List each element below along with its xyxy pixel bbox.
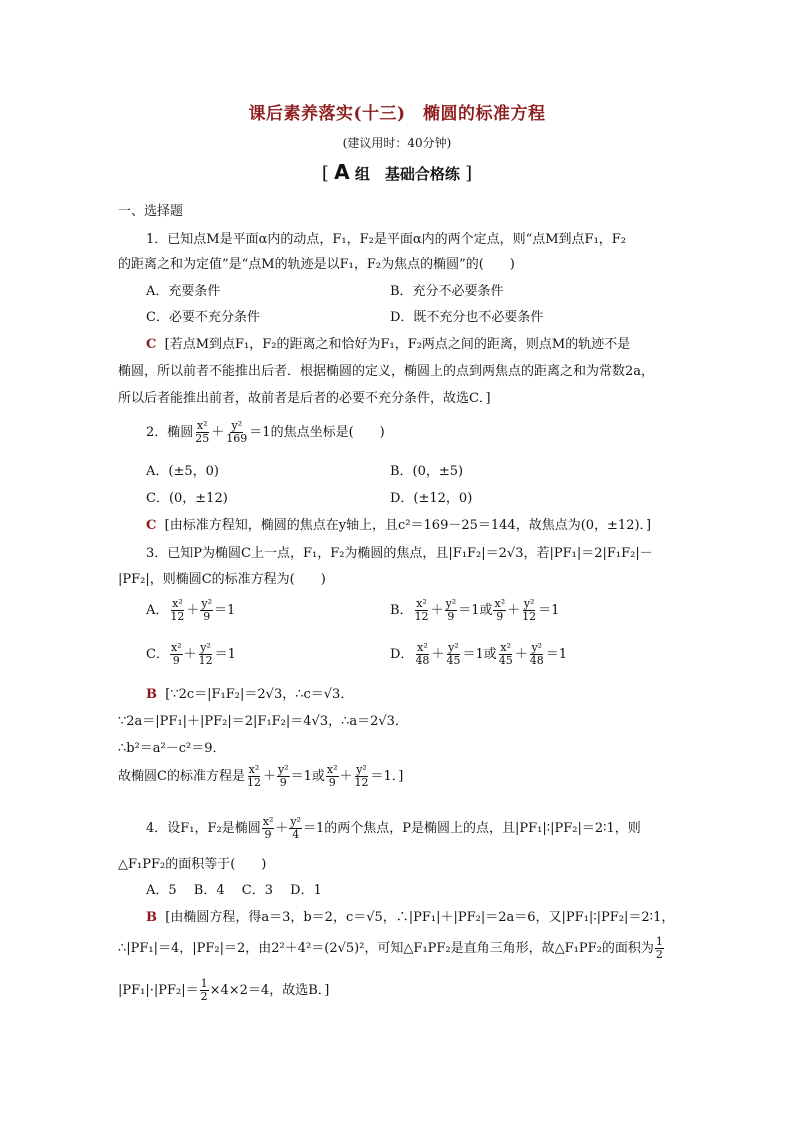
plus-sign: ＋ [339, 769, 353, 784]
fraction [655, 936, 664, 961]
num: y² [200, 641, 211, 654]
den: 48 [529, 654, 544, 667]
fraction [354, 764, 370, 789]
mid: ＝1或 [290, 769, 325, 784]
q3-answer: B [146, 687, 157, 702]
q2-fraction-x [194, 420, 210, 445]
num: y² [290, 815, 301, 828]
time-hint: (建议用时：40分钟) [342, 136, 452, 150]
den: 45 [498, 654, 513, 667]
fraction [262, 816, 275, 841]
group-bracket-open: [ [321, 163, 329, 184]
q4-answer: B [146, 910, 157, 925]
fraction [169, 598, 185, 623]
q3-option-a [146, 598, 235, 623]
num: x² [196, 419, 208, 432]
equals-one: ＝1 [545, 647, 568, 662]
q1-stem-line1: 1．已知点M是平面α内的动点，F₁，F₂是平面α内的两个定点，则“点M到点F₁，F₂ [146, 232, 627, 247]
pre: ∴|PF₁|＝4，|PF₂|＝2，由2²＋4²＝(2√5)²，可知△F₁PF₂是直角三角形，故△F₁PF₂的面积为 [118, 941, 654, 956]
mid: ＝1或 [462, 647, 497, 662]
den: 9 [172, 654, 180, 667]
label: B． [390, 603, 413, 618]
den: 48 [415, 654, 430, 667]
num: y² [277, 763, 289, 776]
fraction [521, 598, 537, 623]
den: 2 [655, 948, 663, 961]
page-title: 课后素养落实(十三) 椭圆的标准方程 [248, 104, 546, 124]
q1-explanation-line1 [146, 333, 630, 352]
num: y² [356, 763, 367, 776]
q1-option-b: B．充分不必要条件 [390, 284, 504, 299]
fraction [246, 764, 262, 789]
fraction [493, 598, 506, 623]
q4-explanation-line3 [118, 978, 329, 1003]
den: 4 [292, 828, 300, 841]
num: 1 [200, 977, 208, 990]
q1-answer: C [146, 337, 157, 352]
den: 2 [200, 990, 208, 1003]
plus-sign: ＋ [507, 603, 521, 618]
num: x² [494, 597, 506, 610]
num: x² [170, 641, 182, 654]
num: x² [417, 641, 428, 654]
plus-sign: ＋ [262, 769, 276, 784]
num: x² [262, 815, 274, 828]
q1-stem-line2: 的距离之和为定值”是“点M的轨迹是以F₁，F₂为焦点的椭圆”的( ) [118, 257, 515, 272]
q3-explanation-line4 [118, 764, 403, 789]
den: 12 [170, 610, 185, 623]
q3-exp-text1: [∵2c＝|F₁F₂|＝2√3，∴c＝√3． [165, 687, 354, 702]
q3-explanation-line1 [146, 683, 353, 702]
q2-fraction-y [225, 420, 248, 445]
fraction [414, 598, 430, 623]
den: 9 [496, 610, 504, 623]
q4-stem-line2: △F₁PF₂的面积等于( ) [118, 857, 267, 872]
fraction [200, 598, 213, 623]
q1-exp-text1: [若点M到点F₁，F₂的距离之和恰好为F₁，F₂两点之间的距离，则点M的轨迹不是 [164, 337, 631, 352]
den: 9 [328, 776, 336, 789]
num: y² [448, 641, 459, 654]
fraction [414, 642, 430, 667]
den: 12 [246, 776, 261, 789]
equals-one: ＝1 [214, 647, 236, 662]
q2-explanation [146, 514, 651, 533]
q2-option-c: C．(0，±12) [146, 491, 228, 506]
den: 9 [203, 610, 211, 623]
q2-stem [146, 420, 385, 445]
q3-explanation-line2: ∵2a＝|PF₁|＋|PF₂|＝2|F₁F₂|＝4√3，∴a＝2√3． [118, 714, 408, 729]
den: 9 [447, 610, 455, 623]
pre: |PF₁|·|PF₂|＝ [118, 983, 199, 998]
num: x² [172, 597, 183, 610]
num: y² [523, 597, 535, 610]
post: ＝1．] [370, 769, 404, 784]
group-label: 组 基础合格练 [354, 165, 460, 183]
q2-answer: C [146, 518, 157, 533]
den: 45 [446, 654, 461, 667]
fraction [277, 764, 290, 789]
den: 25 [195, 432, 210, 445]
label: D． [390, 647, 414, 662]
num: y² [201, 597, 213, 610]
section-heading: 一、选择题 [118, 204, 184, 219]
post: ＝1的两个焦点，P是椭圆上的点，且|PF₁|∶|PF₂|＝2∶1，则 [303, 821, 641, 836]
mid: ＝1或 [458, 603, 493, 618]
q3-stem-line2: |PF₂|，则椭圆C的标准方程为( ) [118, 572, 326, 587]
label: A． [146, 603, 169, 618]
group-bracket-close: ] [465, 163, 473, 184]
pre: 故椭圆C的标准方程是 [118, 769, 245, 784]
post: ×4×2＝4，故选B．] [209, 983, 330, 998]
q4-exp-text1: [由椭圆方程，得a＝3，b＝2，c＝√5，∴|PF₁|＋|PF₂|＝2a＝6，又|PF₁|∶|PF₂|＝2∶1， [165, 910, 675, 925]
q1-option-d: D．既不充分也不必要条件 [390, 310, 544, 325]
label: C． [146, 647, 169, 662]
den: 12 [354, 776, 369, 789]
plus-sign: ＋ [183, 647, 197, 662]
q2-pre: 2．椭圆 [146, 425, 194, 440]
equals-one: ＝1 [214, 603, 236, 618]
num: x² [248, 763, 260, 776]
num: x² [416, 597, 427, 610]
q4-explanation-line2 [118, 936, 665, 961]
fraction [198, 642, 214, 667]
q1-explanation-line3: 所以后者能推出前者，故前者是后者的必要不充分条件，故选C．] [118, 391, 491, 406]
plus-sign: ＋ [186, 603, 200, 618]
q3-stem-line1: 3．已知P为椭圆C上一点，F₁，F₂为椭圆的焦点，且|F₁F₂|＝2√3，若|PF₁|＝2|F₁F₂|－ [146, 546, 653, 561]
fraction [498, 642, 514, 667]
q1-option-a: A．充要条件 [146, 284, 221, 299]
q3-option-b [390, 598, 559, 623]
fraction [445, 642, 461, 667]
plus-sign: ＋ [211, 425, 225, 440]
num: y² [445, 597, 457, 610]
q4-explanation-line1 [146, 906, 674, 925]
group-heading [0, 160, 794, 184]
equals-one: ＝1 [538, 603, 560, 618]
num: y² [531, 641, 543, 654]
num: 1 [655, 935, 663, 948]
num: x² [326, 763, 338, 776]
q3-explanation-line3: ∴b²＝a²－c²＝9． [118, 741, 226, 756]
den: 12 [414, 610, 429, 623]
num: y² [231, 419, 243, 432]
q3-option-d [390, 642, 567, 667]
q3-option-c [146, 642, 236, 667]
q2-option-b: B．(0，±5) [390, 464, 464, 479]
den: 12 [522, 610, 537, 623]
q4-stem-line1 [146, 816, 641, 841]
pre: 4．设F₁，F₂是椭圆 [146, 821, 261, 836]
q1-option-c: C．必要不充分条件 [146, 310, 260, 325]
plus-sign: ＋ [431, 647, 445, 662]
den: 9 [264, 828, 272, 841]
fraction [326, 764, 339, 789]
plus-sign: ＋ [514, 647, 528, 662]
num: x² [500, 641, 512, 654]
fraction [200, 978, 209, 1003]
fraction [529, 642, 545, 667]
fraction [170, 642, 183, 667]
group-letter: A [334, 160, 350, 184]
q1-explanation-line2: 椭圆，所以前者不能推出后者．根据椭圆的定义，椭圆上的点到两焦点的距离之和为常数2a， [118, 364, 655, 379]
den: 169 [226, 432, 248, 445]
den: 12 [198, 654, 213, 667]
fraction [445, 598, 458, 623]
plus-sign: ＋ [430, 603, 444, 618]
q2-exp-text: [由标准方程知，椭圆的焦点在y轴上，且c²＝169－25＝144，故焦点为(0，±12)．] [164, 518, 652, 533]
q4-options: A．5 B．4 C．3 D．1 [146, 883, 322, 898]
fraction [289, 816, 302, 841]
q2-option-a: A．(±5，0) [146, 464, 219, 479]
den: 9 [279, 776, 287, 789]
q2-option-d: D．(±12，0) [390, 491, 473, 506]
q2-post: ＝1的焦点坐标是( ) [249, 425, 385, 440]
plus-sign: ＋ [275, 821, 289, 836]
